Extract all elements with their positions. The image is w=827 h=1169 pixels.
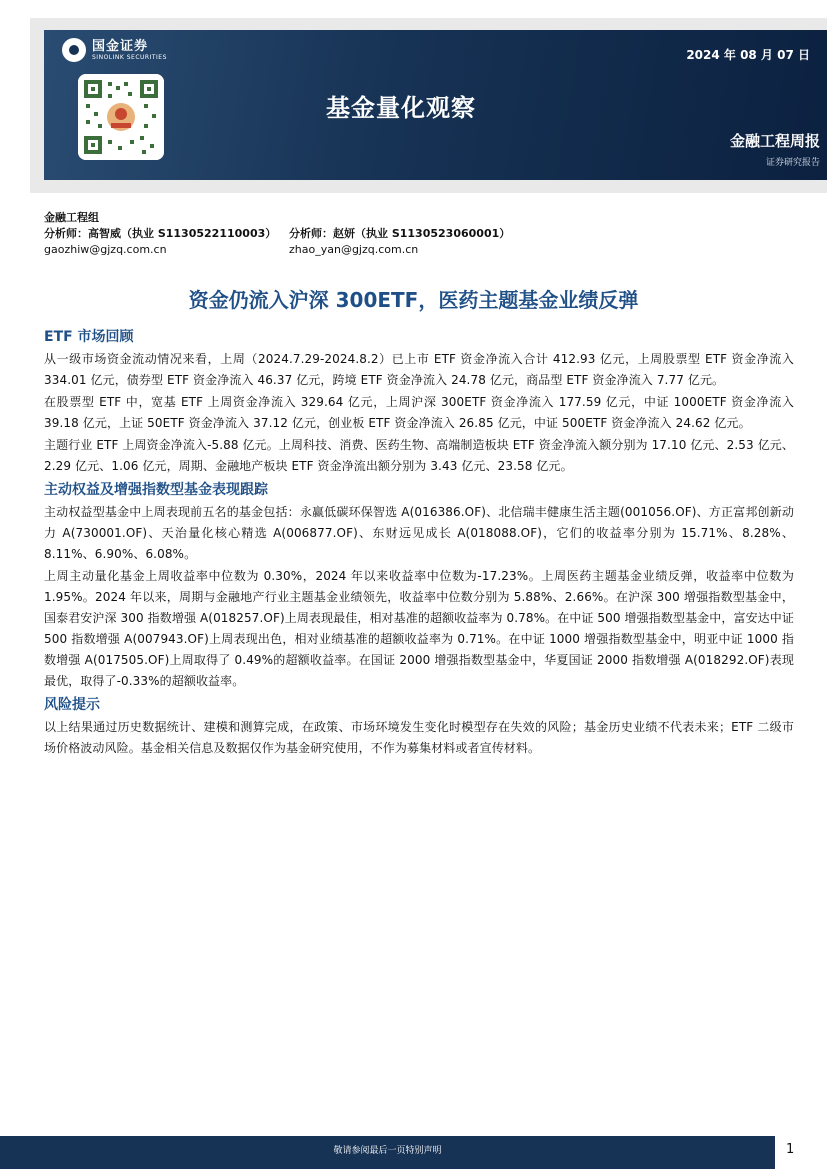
page-number-box [775,1136,827,1169]
author-block [44,210,510,258]
report-series: 金融工程周报 [729,132,820,150]
report-date: 2024 年 08 月 07 日 [686,48,810,62]
analyst-1: 分析师：高智威（执业 S1130522110003） [44,227,277,240]
paragraph: 上周主动量化基金上周收益率中位数为 0.30%，2024 年以来收益率中位数为-17.23%。上周医药主题基金业绩反弹，收益率中位数为 1.95%。2024 年以来，周期与金融地产行业主题基金业绩领先，收益率中位数分别为 5.88%、2.66%。在沪深 300 增强指数型基金中，国泰君安沪深 300 指数增强 A(018257.OF)上周表现最佳，相对基准的超额收益率为 0.78%。在中证 500 增强指数型基金中，富安达中证 500 指数增强 A(007943.OF)上周表现出色，相对业绩基准的超额收益率为 0.71%。在中证 1000 增强指数型基金中，明亚中证 1000 指数增强 A(017505.OF)上周取得了 0.49%的超额收益率。在国证 2000 增强指数型基金中，华夏国证 2000 指数增强 A(018292.OF)表现最优，取得了-0.33%的超额收益率。 [44,569,794,688]
logo-en: SINOLINK SECURITIES [92,53,167,61]
analyst-2: 分析师：赵妍（执业 S1130523060001） [289,227,511,240]
report-title: 基金量化观察 [326,94,476,122]
section-title-active-funds: 主动权益及增强指数型基金表现跟踪 [44,482,268,498]
section-title-risk: 风险提示 [44,697,100,713]
paragraph: 从一级市场资金流动情况来看，上周（2024.7.29-2024.8.2）已上市 ETF 资金净流入合计 412.93 亿元，上周股票型 ETF 资金净流入 334.01 亿元，债券型 ETF 资金净流入 46.37 亿元，跨境 ETF 资金净流入 24.78 亿元，商品型 ETF 资金净流入 7.77 亿元。 [44,352,794,387]
qr-code-icon [78,74,164,160]
logo-cn: 国金证券 [92,38,149,54]
page-number: 1 [786,1142,795,1157]
analyst-1-email[interactable]: gaozhiw@gjzq.com.cn [44,243,167,256]
group-name: 金融工程组 [44,211,99,224]
analyst-2-email[interactable]: zhao_yan@gjzq.com.cn [289,243,419,256]
paragraph: 主题行业 ETF 上周资金净流入-5.88 亿元。上周科技、消费、医药生物、高端制造板块 ETF 资金净流入额分别为 17.10 亿元、2.53 亿元、2.29 亿元、1.06 亿元，周期、金融地产板块 ETF 资金净流出额分别为 3.43 亿元、23.58 亿元。 [44,438,794,473]
footer-disclaimer: 敬请参阅最后一页特别声明 [333,1146,442,1156]
paragraph: 主动权益型基金中上周表现前五名的基金包括：永赢低碳环保智选 A(016386.OF)、北信瑞丰健康生活主题(001056.OF)、方正富邦创新动力 A(730001.OF)、天治量化核心精选 A(006877.OF)、东财远见成长 A(018088.OF)，它们的收益率分别为 15.71%、8.28%、8.11%、6.90%、6.08%。 [44,505,794,561]
report-body [44,324,794,760]
headline: 资金仍流入沪深 300ETF，医药主题基金业绩反弹 [188,288,639,312]
paragraph: 在股票型 ETF 中，宽基 ETF 上周资金净流入 329.64 亿元，上周沪深 300ETF 资金净流入 177.59 亿元，中证 1000ETF 资金净流入 39.18 亿元，上证 50ETF 资金净流入 37.12 亿元，创业板 ETF 资金净流入 26.85 亿元，中证 500ETF 资金净流入 24.62 亿元。 [44,395,794,430]
company-logo [62,36,167,64]
logo-mark-icon [62,38,86,62]
paragraph: 以上结果通过历史数据统计、建模和测算完成，在政策、市场环境发生变化时模型存在失效的风险；基金历史业绩不代表未来；ETF 二级市场价格波动风险。基金相关信息及数据仅作为基金研究使用，不作为募集材料或者宣传材料。 [44,720,794,755]
section-title-etf: ETF 市场回顾 [44,329,134,345]
report-type: 证券研究报告 [765,158,820,168]
